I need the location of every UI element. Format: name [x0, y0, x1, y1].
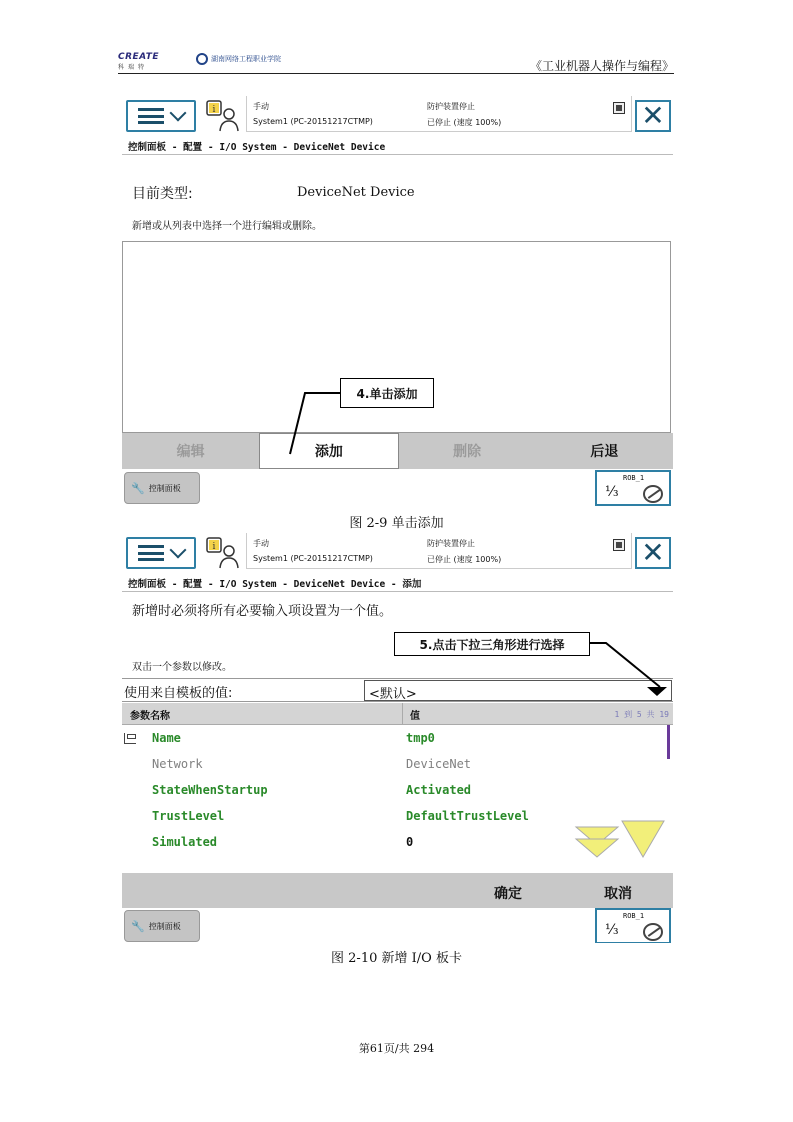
school-logo	[196, 53, 281, 65]
quickset-button[interactable]	[595, 470, 671, 506]
instruction-text: 新增或从列表中选择一个进行编辑或删除。	[132, 221, 322, 232]
page-number: 第61页/共 294	[358, 1042, 435, 1055]
instruction-text: 双击一个参数以修改。	[132, 662, 232, 673]
parameter-tree-icon	[124, 733, 136, 744]
svg-text:i: i	[212, 105, 216, 115]
status-flag-icon	[613, 539, 625, 551]
scroll-down-arrows[interactable]	[574, 817, 666, 861]
status-flag-icon	[613, 102, 625, 114]
current-type-value: DeviceNet Device	[297, 185, 415, 200]
control-panel-label: 控制面板	[148, 483, 181, 493]
required-fields-notice: 新增时必须将所有必要输入项设置为一个值。	[132, 604, 393, 619]
status-area[interactable]	[246, 96, 632, 132]
table-row[interactable]	[122, 752, 667, 778]
operator-info-icon[interactable]	[206, 537, 240, 569]
flexpendant-screen-1	[122, 96, 673, 508]
param-value: DefaultTrustLevel	[406, 809, 529, 823]
guard-status: 防护装置停止	[427, 539, 475, 548]
close-icon: ✕	[641, 99, 665, 132]
status-footer	[122, 908, 673, 943]
operating-mode: 手动	[253, 102, 269, 111]
parameter-table	[122, 725, 673, 863]
dropdown-triangle-icon[interactable]	[647, 687, 667, 696]
ok-button[interactable]: 确定	[494, 886, 522, 902]
divider	[122, 154, 673, 155]
current-type-label: 目前类型:	[132, 186, 193, 202]
template-selected-value: <默认>	[369, 687, 417, 702]
svg-text:i: i	[212, 542, 216, 552]
control-panel-task-button[interactable]	[124, 910, 200, 942]
breadcrumb: 控制面板 - 配置 - I/O System - DeviceNet Device - 添加	[128, 579, 422, 590]
operator-info-icon[interactable]	[206, 100, 240, 132]
row-count-indicator: 1 到 5 共 19	[614, 710, 669, 719]
breadcrumb: 控制面板 - 配置 - I/O System - DeviceNet Device	[128, 142, 386, 153]
param-name: Name	[152, 731, 181, 745]
command-bar	[122, 873, 673, 911]
page-header	[118, 48, 674, 74]
back-button[interactable]: 后退	[590, 444, 619, 460]
operating-mode: 手动	[253, 539, 269, 548]
column-divider	[402, 703, 403, 725]
add-button[interactable]: 添加	[259, 433, 398, 469]
command-bar	[122, 433, 673, 469]
param-value: tmp0	[406, 731, 435, 745]
table-row[interactable]	[122, 778, 667, 804]
increment-fraction: ⅓	[605, 484, 619, 500]
callout-click-add: 4.单击添加	[340, 378, 434, 408]
system-name: System1 (PC-20151217CTMP)	[253, 117, 373, 126]
cancel-button[interactable]: 取消	[604, 886, 632, 902]
divider	[122, 591, 673, 592]
param-value: 0	[406, 835, 414, 849]
parameter-table-header	[122, 703, 673, 725]
chevron-down-icon	[170, 542, 187, 559]
jog-mode-icon	[643, 485, 663, 503]
delete-button[interactable]: 删除	[453, 444, 482, 460]
column-header-value: 值	[410, 711, 420, 722]
figure-caption-1: 图 2-9 单击添加	[349, 516, 444, 531]
guard-status: 防护装置停止	[427, 102, 475, 111]
param-name: StateWhenStartup	[152, 783, 268, 797]
top-bar	[122, 533, 673, 573]
param-name: TrustLevel	[152, 809, 225, 823]
figure-caption-2: 图 2-10 新增 I/O 板卡	[331, 951, 462, 966]
close-button[interactable]	[635, 100, 671, 132]
control-panel-label: 控制面板	[148, 921, 181, 931]
wrench-icon: 🔧	[131, 919, 145, 933]
create-logo-word: CREATE	[118, 52, 160, 62]
param-value: DeviceNet	[406, 757, 472, 771]
school-emblem-icon	[196, 53, 208, 65]
run-state: 已停止 (速度 100%)	[427, 555, 502, 564]
column-header-name: 参数名称	[130, 711, 170, 722]
callout-click-dropdown: 5.点击下拉三角形进行选择	[394, 632, 590, 656]
increment-fraction: ⅓	[605, 922, 619, 938]
system-name: System1 (PC-20151217CTMP)	[253, 554, 373, 563]
control-panel-task-button[interactable]	[124, 472, 200, 504]
param-value: Activated	[406, 783, 472, 797]
main-menu-button[interactable]	[126, 537, 196, 569]
book-title: 《工业机器人操作与编程》	[529, 59, 674, 73]
template-row	[122, 678, 673, 702]
hamburger-icon	[138, 108, 164, 124]
school-name: 湖南网络工程职业学院	[211, 55, 281, 63]
wrench-icon: 🔧	[131, 481, 145, 495]
param-name: Simulated	[152, 835, 218, 849]
top-bar	[122, 96, 673, 136]
main-menu-button[interactable]	[126, 100, 196, 132]
quickset-button[interactable]	[595, 908, 671, 943]
mechanical-unit-label: ROB_1	[623, 474, 645, 482]
flexpendant-screen-2	[122, 533, 673, 943]
close-icon: ✕	[641, 536, 665, 569]
create-logo	[118, 52, 178, 71]
status-area[interactable]	[246, 533, 632, 569]
chevron-down-icon	[170, 105, 187, 122]
status-footer	[122, 470, 673, 508]
close-button[interactable]	[635, 537, 671, 569]
run-state: 已停止 (速度 100%)	[427, 118, 502, 127]
template-select[interactable]	[364, 680, 672, 701]
mechanical-unit-label: ROB_1	[623, 912, 645, 920]
table-scrollbar[interactable]	[667, 725, 670, 759]
hamburger-icon	[138, 545, 164, 561]
table-row[interactable]	[122, 726, 667, 752]
edit-button[interactable]: 编辑	[176, 444, 205, 460]
param-name: Network	[152, 757, 203, 771]
template-label: 使用来自模板的值:	[124, 686, 233, 701]
create-logo-sub: 科瑞特	[118, 64, 149, 71]
jog-mode-icon	[643, 923, 663, 941]
